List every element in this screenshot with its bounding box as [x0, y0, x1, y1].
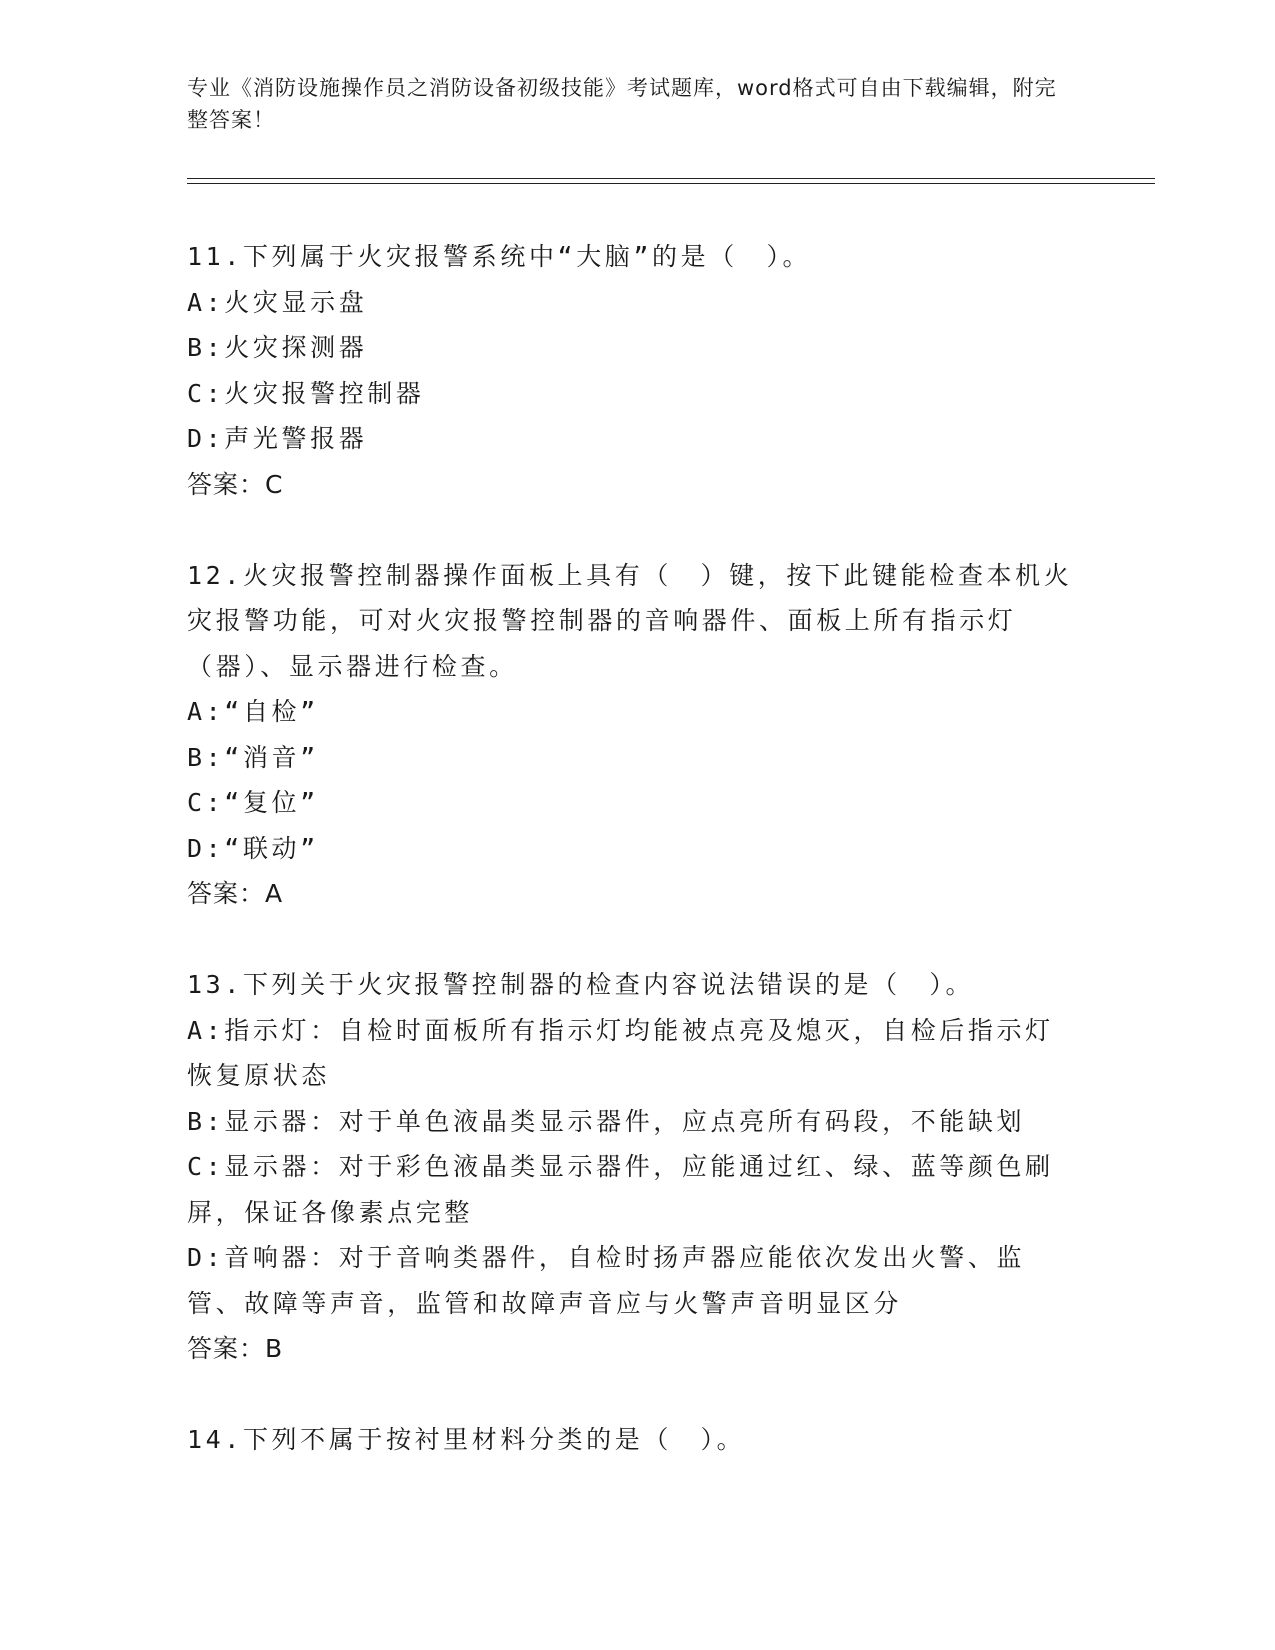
option-a: A:“自检” [187, 697, 319, 726]
question-stem: 11.下列属于火灾报警系统中“大脑”的是（ ）。 [187, 242, 812, 271]
option-d: D:“联动” [187, 833, 319, 863]
question-11 [187, 234, 1082, 507]
question-14 [187, 1417, 1082, 1463]
option-a: A:指示灯：自检时面板所有指示灯均能被点亮及熄灭，自检后指示灯恢复原状态 [187, 1015, 1054, 1090]
question-13 [187, 962, 1082, 1372]
question-stem: 12.火灾报警控制器操作面板上具有（ ）键，按下此键能检查本机火灾报警功能，可对火灾报警控制器的音响器件、面板上所有指示灯（器）、显示器进行检查。 [187, 560, 1073, 681]
option-c: C:“复位” [187, 788, 319, 817]
option-c: C:火灾报警控制器 [187, 378, 425, 408]
document-header: 专业《消防设施操作员之消防设备初级技能》考试题库，word格式可自由下载编辑，附完整答案！ [187, 76, 1057, 132]
question-stem: 13.下列关于火灾报警控制器的检查内容说法错误的是（ ）。 [187, 970, 975, 999]
question-stem: 14.下列不属于按衬里材料分类的是（ ）。 [187, 1425, 746, 1454]
header-divider-top [187, 178, 1155, 179]
option-d: D:音响器：对于音响类器件，自检时扬声器应能依次发出火警、监管、故障等声音，监管和故障声音应与火警声音明显区分 [187, 1243, 1026, 1318]
option-a: A:火灾显示盘 [187, 287, 368, 317]
question-12 [187, 553, 1082, 917]
question-list [187, 234, 1082, 1508]
option-b: B:火灾探测器 [187, 333, 368, 362]
answer-line: 答案：C [187, 469, 284, 499]
option-c: C:显示器：对于彩色液晶类显示器件，应能通过红、绿、蓝等颜色刷屏，保证各像素点完整 [187, 1152, 1054, 1227]
option-b: B:显示器：对于单色液晶类显示器件，应点亮所有码段，不能缺划 [187, 1106, 1026, 1136]
answer-line: 答案：B [187, 1334, 284, 1363]
option-d: D:声光警报器 [187, 424, 368, 453]
option-b: B:“消音” [187, 742, 319, 772]
header-divider-bottom [187, 183, 1155, 184]
answer-line: 答案：A [187, 879, 284, 908]
